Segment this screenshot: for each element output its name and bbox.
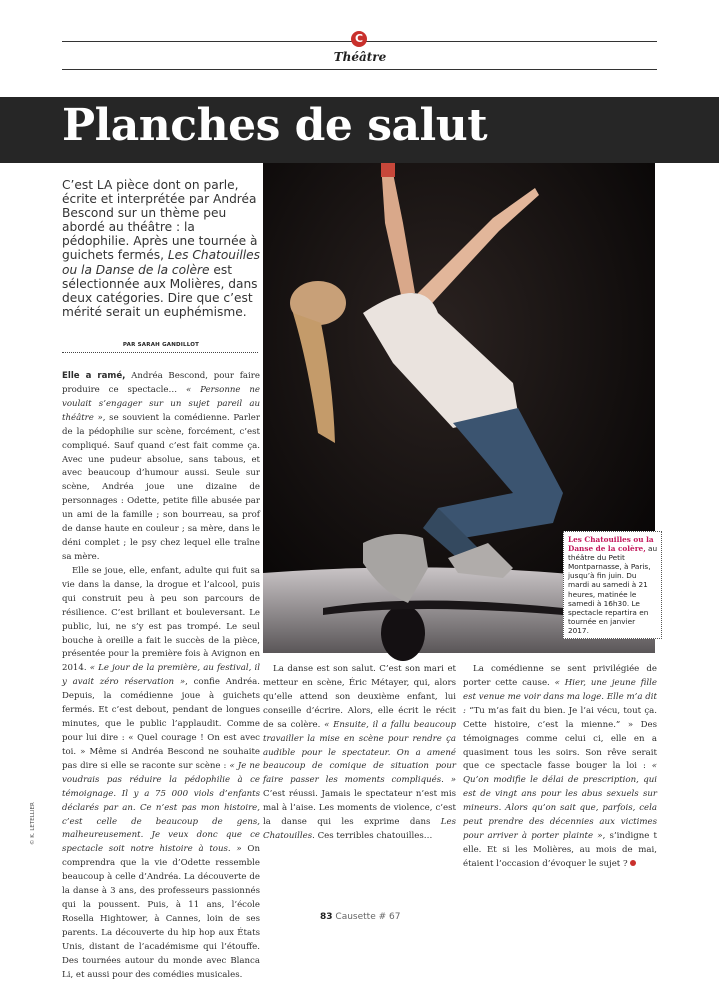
quote: « Qu’on modifie le délai de prescription, qui est de vingt ans pour les abus sexuels sur mineurs. Alors qu’on sait que, parfois, cela peut prendre des décennies aux victimes pour arriver à porter plainte » [463,761,657,842]
show-title: Les Chatouilles [263,817,456,842]
text: La danse est son salut. C’est son mari et metteur en scène, Éric Métayer, qui, alors qu’elle attend son deuxième enfant, lui conseille d’écrire. Alors, elle écrit le récit de sa colère. [263,664,456,730]
text: C’est réussi. Jamais le spectateur n’est mis mal à l’aise. Les moments de violence, c’est la danse qui les exprime dans [263,789,456,828]
caption-title: Les Chatouilles ou la Danse de la colère, [568,535,654,554]
paragraph [463,663,657,885]
paragraph [263,663,456,871]
text: Elle se joue, elle, enfant, adulte qui fuit sa vie dans la danse, la drogue et l’alcool, puis qui construit peu à peu son parcours de résilience. C’est brillant et bouleversant. Le public, lui, ne s’y est pas trompé. Le seul bouche à oreille a fait le succès de la pièce, présentée pour la première fois à Avignon en 2014. [62,565,260,674]
header-rule-bottom [62,69,657,70]
text: , se souvient la comédienne. Parler de la pédophilie sur scène, forcément, c’est compliqué. Sauf quand c’est fait comme ça. Avec une pudeur absolue, sans tabous, et avec beaucoup d’humour aussi. Seule sur scène, Andréa joue une dizaine de personnages : Odette, petite fille abusée par un ami de la famille ; son bourreau, sa prof de danse haute en couleur ; sa mère, dans le déni complet ; le psy chez lequel elle traîne sa mère. [62,412,260,562]
text: “Tu m’as fait du bien. Je l’ai vécu, tout ça. Cette histoire, c’est la mienne.” » Des témoignages comme celui ci, elle en a quasiment tous les soirs. Son rêve serait que ce spectacle fasse bouger la loi : [463,705,657,772]
article-title: Planches de salut [62,100,488,151]
quote: « Le jour de la première, au festival, il y avait zéro réservation » [62,663,260,688]
text: La comédienne se sent privilégiée de porter cette cause. [463,664,657,688]
text: , confie Andréa. Depuis, la comédienne joue à guichets fermés. Et c’est debout, pendant de longues minutes, que le public l’applaudit. Comme pour lui dire : « Quel courage ! On est avec toi. » Même si Andréa Bescond ne souhaite pas dire si elle se raconte sur scène : [62,677,260,771]
page-footer [320,912,400,922]
page-number: 83 [320,912,333,922]
section-label: Théâtre [333,50,387,64]
byline-divider [62,352,258,353]
photo-caption [563,531,662,639]
end-mark-icon [630,860,636,866]
section-logo-icon: C [351,31,367,47]
text: . Ces terribles chatouilles… [312,831,433,842]
lede-text-end: est sélectionnée aux Molières, dans deux catégories. Dire que c’est mérité serait un euphémisme. [62,262,258,319]
photo-credit: © K. LETELLIER [30,802,36,845]
article-lede [62,178,260,319]
quote: « Hier, une jeune fille est venue me voir dans ma loge. Elle m’a dit : [463,677,657,716]
quote: « Personne ne voulait s’engager sur un sujet pareil au théâtre » [62,384,261,423]
paragraph [62,370,260,565]
byline: PAR SARAH GANDILLOT [122,342,200,348]
article-column-1 [62,370,261,980]
article-column-2 [263,663,456,871]
caption-text: au théâtre du Petit Montparnasse, à Paris, jusqu’à fin juin. Du mardi au samedi à 21 heures, matinée le samedi à 16h30. Le spectacle repartira en tournée en janvier 2017. [568,544,658,635]
lede-show-title: Les Chatouilles ou la Danse de la colère [62,248,261,277]
paragraph [62,565,261,980]
paragraph-lead: Elle a ramé, [62,371,126,381]
quote: « Ensuite, il a fallu beaucoup travailler la mise en scène pour rendre ça audible pour le spectateur. On a amené beaucoup de comique de situation pour faire passer les moments compliqués. » [263,719,457,786]
text: , s’indigne t elle. Et si les Molières, au mois de mai, étaient l’occasion d’évoquer le sujet ? [463,831,658,869]
text: Andréa Bescond, pour faire produire ce spectacle… [62,371,260,395]
text: On comprendra que la vie d’Odette ressemble beaucoup à celle d’Andréa. La découverte de la danse à 3 ans, des professeurs passionnés qui la poussent. Puis, à 11 ans, l’école Rosella Hightower, à Cannes, loin de ses parents. La découverte du hip hop aux États Unis, distant de l’académisme qui l’étouffe. Des tournées autour du monde avec Blanca Li, et aussi pour des comédies musicales. [62,844,261,980]
lede-text: C’est LA pièce dont on parle, écrite et interprétée par Andréa Bescond sur un thème peu abordé au théâtre : la pédophilie. Après une tournée à guichets fermés, [62,178,258,263]
magazine-issue: Causette # 67 [335,912,401,922]
quote: « Je ne voudrais pas réduire la pédophilie à ce témoignage. Il y a 75 000 viols d’enfants déclarés par an. Ce n’est pas mon histoire, c’est celle de beaucoup de gens, malheureusement. Je veux donc que ce spectacle soit notre histoire à tous. » [62,760,261,855]
article-column-3 [463,663,657,885]
